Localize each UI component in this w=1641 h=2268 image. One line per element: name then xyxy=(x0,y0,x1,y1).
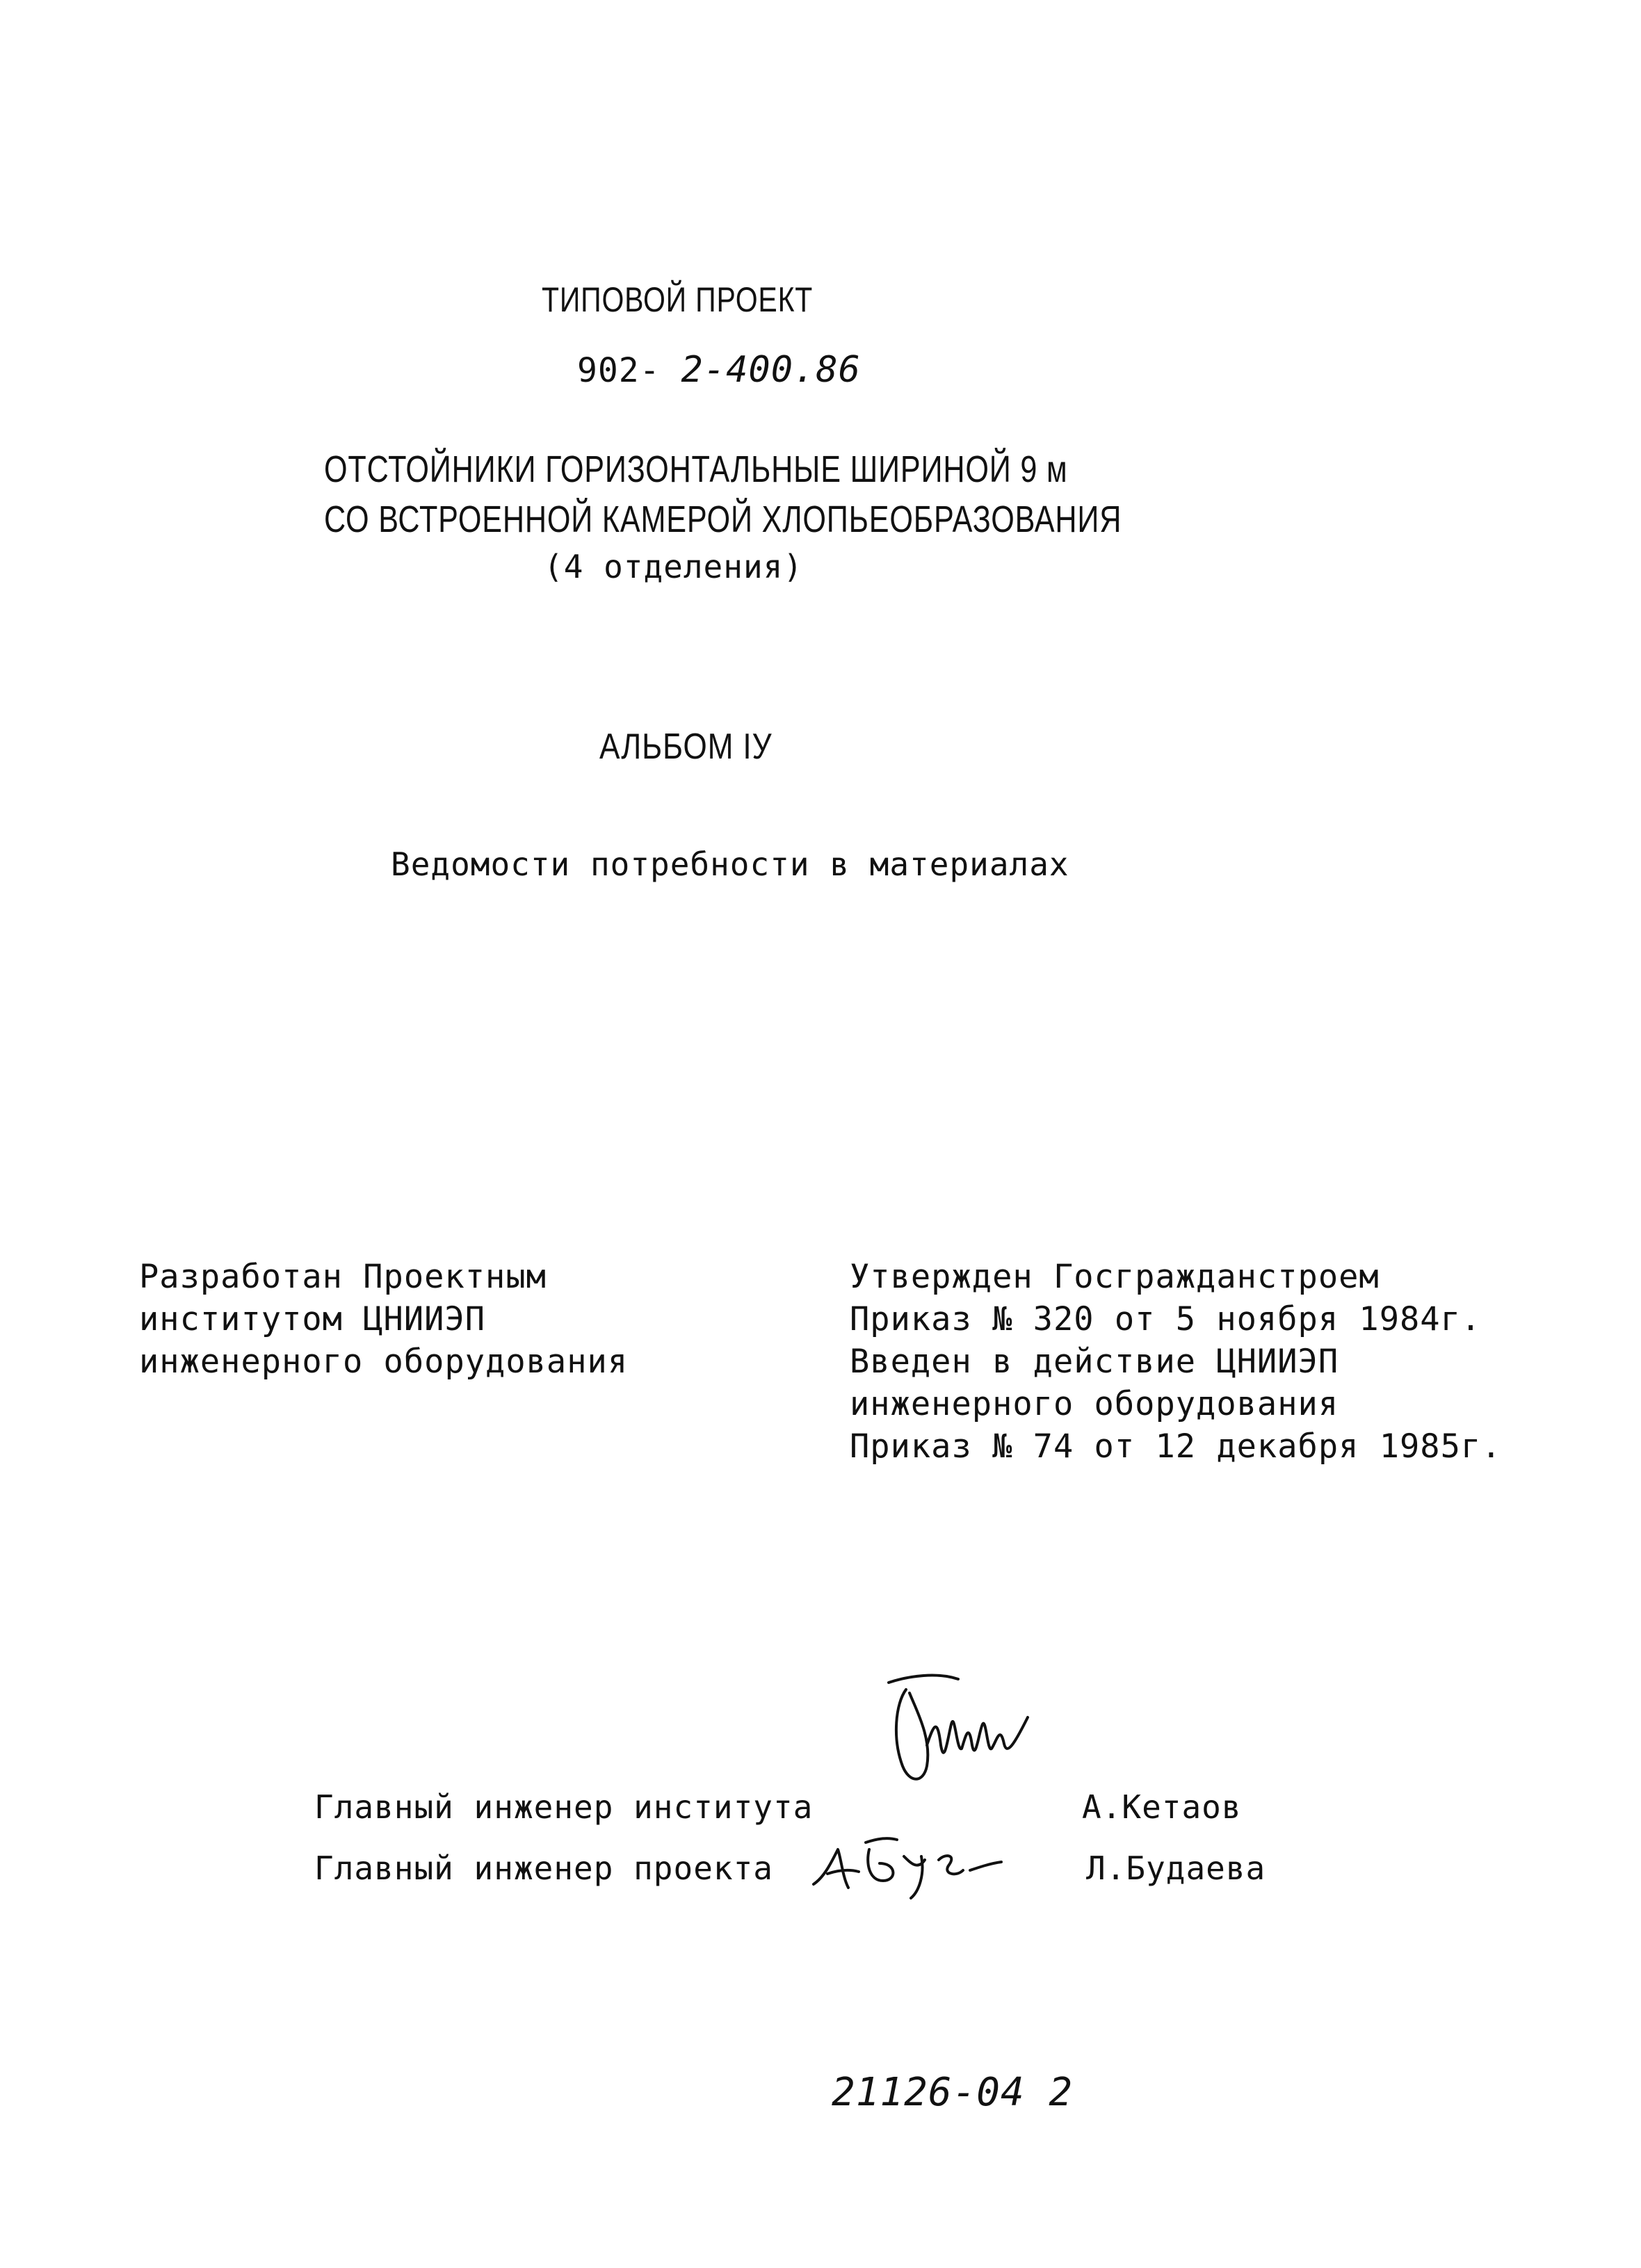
developer-block xyxy=(139,1256,628,1383)
title-line-3: (4 отделения) xyxy=(544,548,804,585)
document-type-label: ТИПОВОЙ ПРОЕКТ xyxy=(542,280,814,319)
approval-line-3: Введен в действие ЦНИИЭП xyxy=(850,1343,1339,1381)
handwritten-signature-1 xyxy=(868,1662,1049,1815)
project-number xyxy=(577,349,861,391)
approval-line-5: Приказ № 74 от 12 декабря 1985г. xyxy=(850,1427,1502,1466)
signature-name-2: Л.Будаева xyxy=(1086,1849,1266,1887)
approval-line-4: инженерного оборудования xyxy=(850,1385,1339,1423)
handwritten-signature-2 xyxy=(800,1822,1008,1905)
developer-line-1: Разработан Проектным xyxy=(139,1258,547,1296)
inventory-number: 21126-04 2 xyxy=(832,2070,1074,2115)
signature-role-1: Главный инженер института xyxy=(314,1788,814,1826)
approval-line-2: Приказ № 320 от 5 ноября 1984г. xyxy=(850,1300,1482,1338)
approval-line-1: Утвержден Госгражданстроем xyxy=(850,1258,1380,1296)
project-number-printed: 902- xyxy=(577,351,661,390)
album-subtitle: Ведомости потребности в материалах xyxy=(391,845,1069,883)
album-label: АЛЬБОМ IУ xyxy=(599,727,773,767)
developer-line-3: инженерного оборудования xyxy=(139,1343,629,1381)
signature-name-1: А.Кетаов xyxy=(1082,1788,1242,1826)
signature-role-2: Главный инженер проекта xyxy=(314,1849,773,1887)
title-line-1: ОТСТОЙНИКИ ГОРИЗОНТАЛЬНЫЕ ШИРИНОЙ 9 м xyxy=(324,448,1068,490)
project-number-handwritten: 2-400.86 xyxy=(681,349,861,391)
approval-block xyxy=(850,1256,1501,1468)
title-line-2: СО ВСТРОЕННОЙ КАМЕРОЙ ХЛОПЬЕОБРАЗОВАНИЯ xyxy=(324,499,1122,540)
developer-line-2: институтом ЦНИИЭП xyxy=(139,1300,486,1338)
